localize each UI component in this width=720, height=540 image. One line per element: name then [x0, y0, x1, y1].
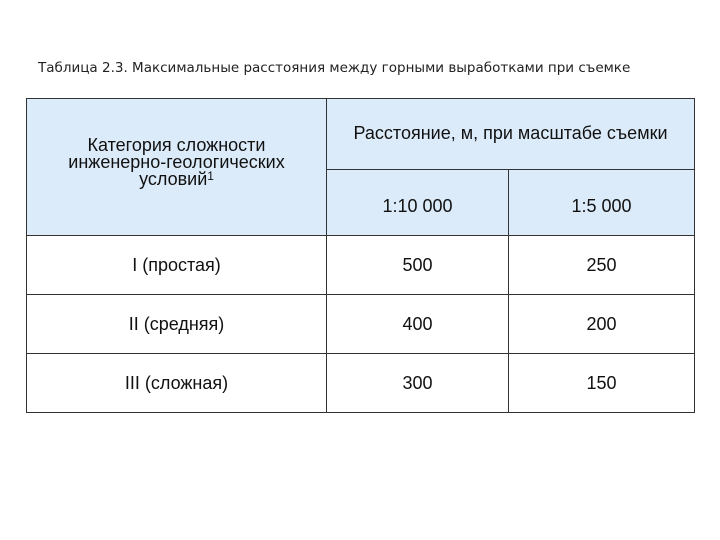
table-row: [27, 354, 695, 413]
category-header-word: условий: [139, 168, 208, 189]
value-cell: 200: [509, 295, 695, 354]
category-header: [27, 99, 327, 236]
distance-header: Расстояние, м, при масштабе съемки: [327, 99, 695, 170]
table-row: [27, 236, 695, 295]
value-cell: 150: [509, 354, 695, 413]
distance-table: [26, 98, 695, 413]
value-cell: 500: [327, 236, 509, 295]
table-caption: Таблица 2.3. Максимальные расстояния между горными выработками при съемке: [38, 60, 631, 76]
footnote-mark: 1: [207, 168, 214, 183]
category-cell: II (средняя): [27, 295, 327, 354]
value-cell: 300: [327, 354, 509, 413]
category-cell: I (простая): [27, 236, 327, 295]
scale-header-2: 1:5 000: [509, 170, 695, 236]
category-cell: III (сложная): [27, 354, 327, 413]
table-row: [27, 295, 695, 354]
value-cell: 250: [509, 236, 695, 295]
category-header-line-3: [27, 168, 326, 189]
scale-header-1: 1:10 000: [327, 170, 509, 236]
value-cell: 400: [327, 295, 509, 354]
category-header-line-2: инженерно-геологических: [68, 151, 285, 172]
category-header-line-1: Категория сложности: [87, 134, 266, 155]
